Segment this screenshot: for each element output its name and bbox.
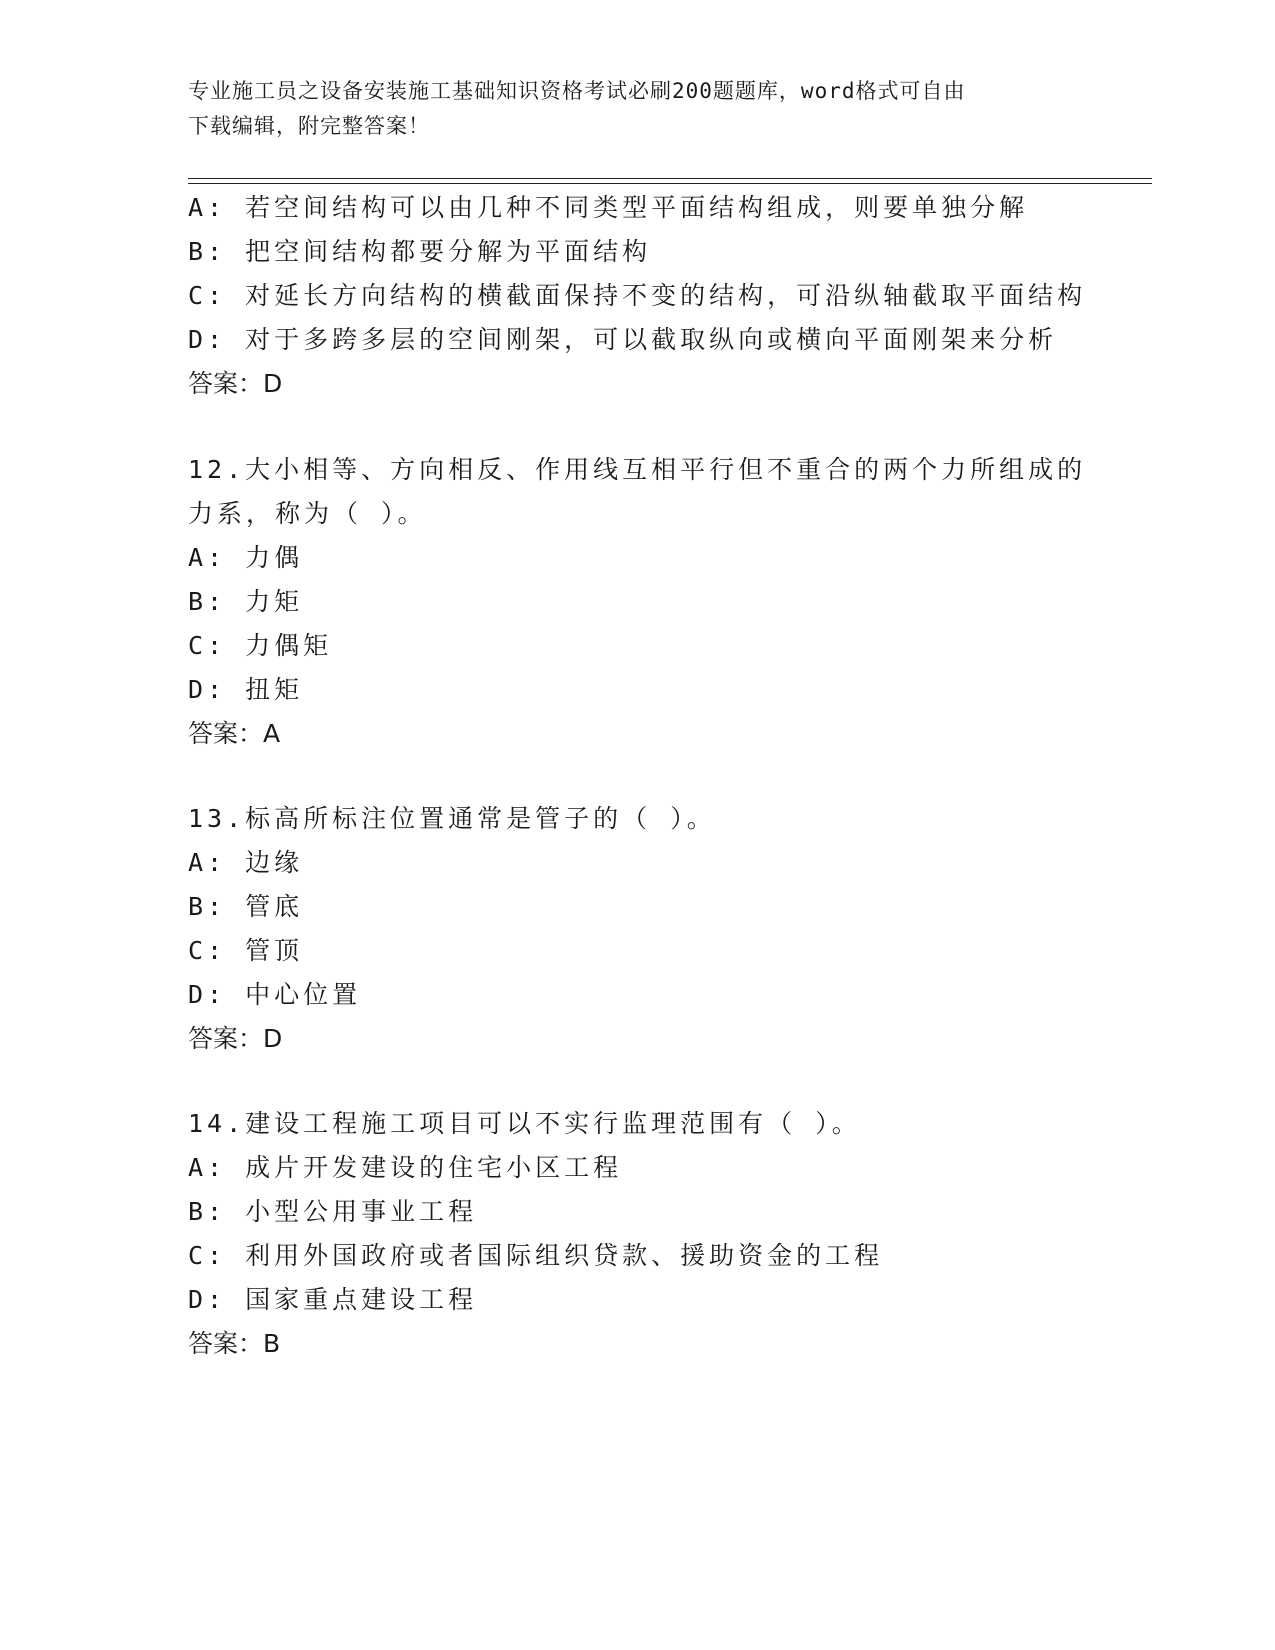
q13-stem-line-1: 13.标高所标注位置通常是管子的（ ）。 xyxy=(188,804,716,833)
q12-answer: 答案：A xyxy=(188,719,281,748)
q11-option-c: C: 对延长方向结构的横截面保持不变的结构，可沿纵轴截取平面结构 xyxy=(188,281,1087,310)
q12-stem-line-2: 力系，称为（ ）。 xyxy=(188,499,427,528)
q12-stem-line-1: 12.大小相等、方向相反、作用线互相平行但不重合的两个力所组成的 xyxy=(188,455,1087,484)
q13-option-b: B: 管底 xyxy=(188,892,304,921)
q12-option-a: A: 力偶 xyxy=(188,543,304,572)
document-header xyxy=(188,74,1088,144)
q14-option-a: A: 成片开发建设的住宅小区工程 xyxy=(188,1153,623,1182)
q14-option-b: B: 小型公用事业工程 xyxy=(188,1197,478,1226)
q14-stem-line-1: 14.建设工程施工项目可以不实行监理范围有（ ）。 xyxy=(188,1109,861,1138)
q11-option-b: B: 把空间结构都要分解为平面结构 xyxy=(188,237,652,266)
q11-option-a: A: 若空间结构可以由几种不同类型平面结构组成，则要单独分解 xyxy=(188,193,1029,222)
header-divider-bottom xyxy=(188,183,1152,184)
q13-option-d: D: 中心位置 xyxy=(188,980,362,1009)
q13-answer: 答案：D xyxy=(188,1024,283,1053)
header-line-2: 下载编辑，附完整答案！ xyxy=(188,114,430,138)
header-divider-top xyxy=(188,178,1152,179)
q13-option-a: A: 边缘 xyxy=(188,848,304,877)
q14-answer: 答案：B xyxy=(188,1329,281,1358)
q14-option-d: D: 国家重点建设工程 xyxy=(188,1285,478,1314)
header-line-1: 专业施工员之设备安装施工基础知识资格考试必刷200题题库，word格式可自由 xyxy=(188,79,966,103)
q11-option-d: D: 对于多跨多层的空间刚架，可以截取纵向或横向平面刚架来分析 xyxy=(188,325,1058,354)
q11-answer: 答案：D xyxy=(188,369,283,398)
q12-option-d: D: 扭矩 xyxy=(188,675,304,704)
q12-option-b: B: 力矩 xyxy=(188,587,304,616)
q13-option-c: C: 管顶 xyxy=(188,936,304,965)
q12-option-c: C: 力偶矩 xyxy=(188,631,333,660)
q14-option-c: C: 利用外国政府或者国际组织贷款、援助资金的工程 xyxy=(188,1241,884,1270)
